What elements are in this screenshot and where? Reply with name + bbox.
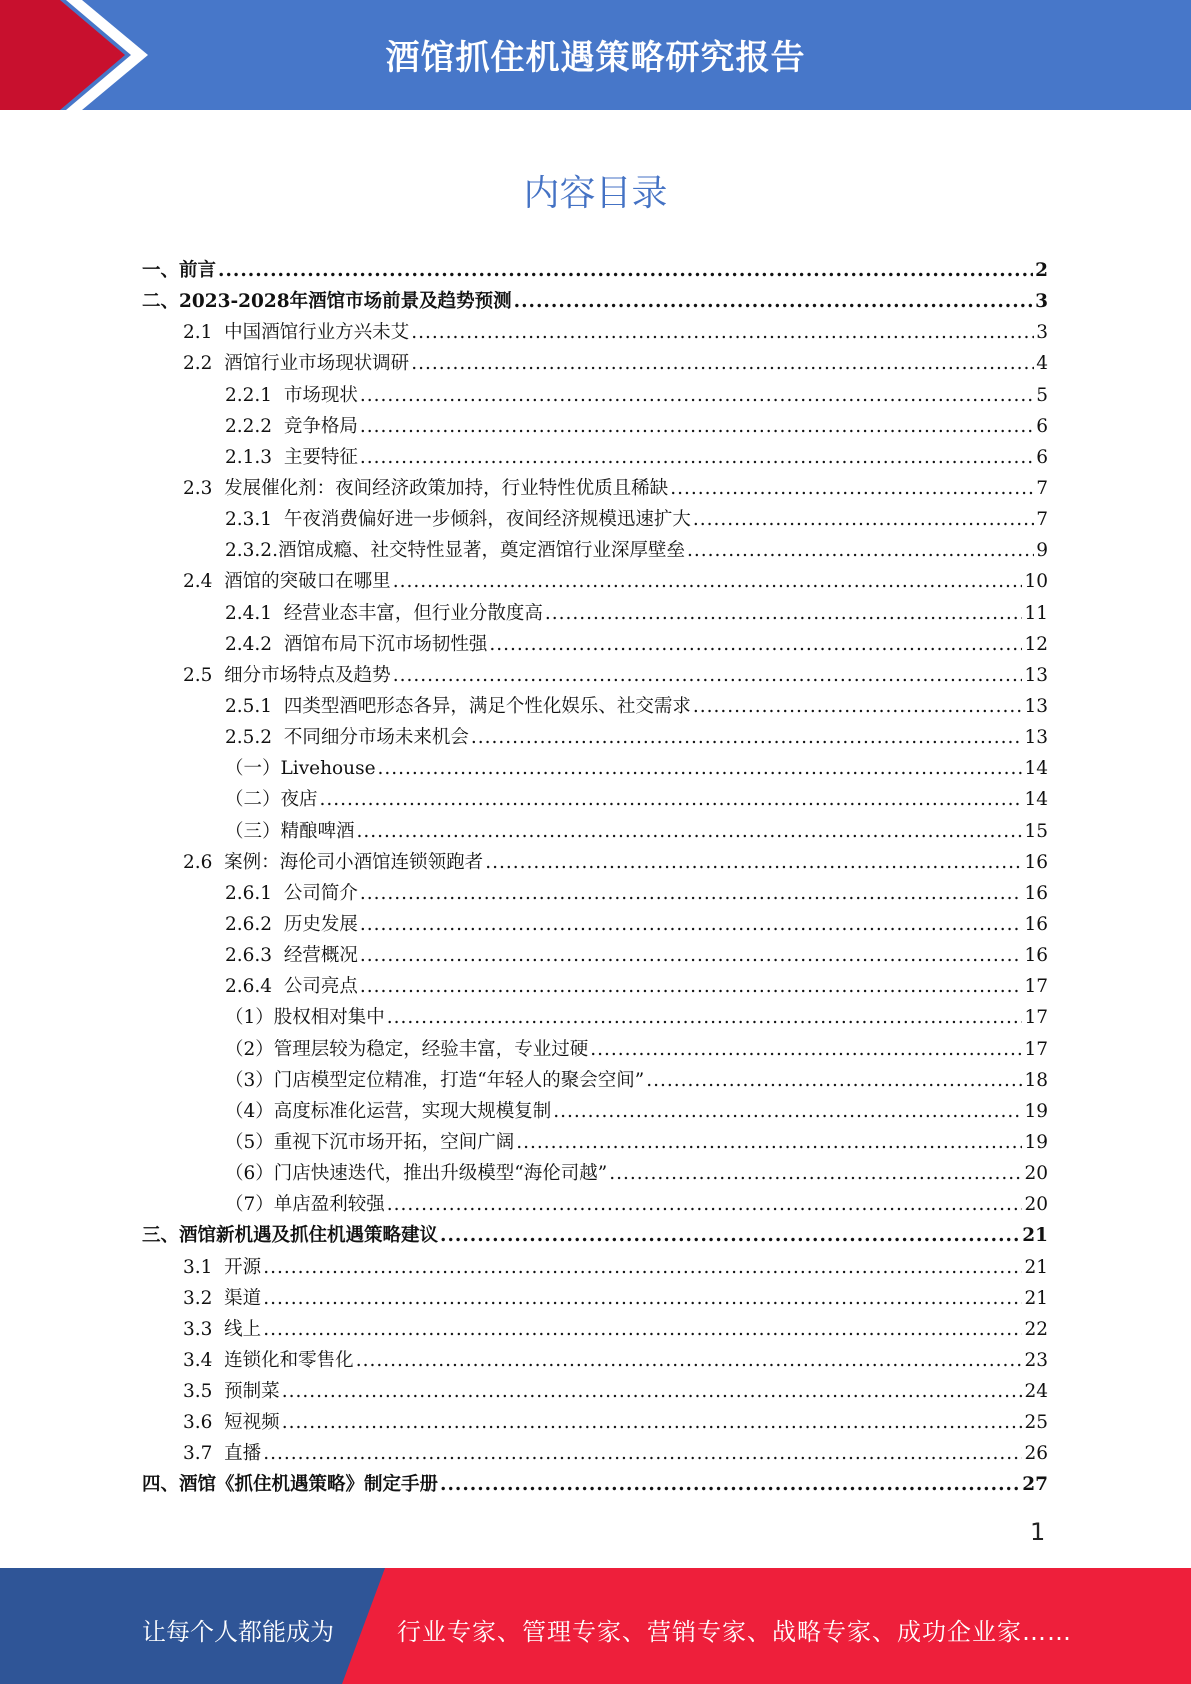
toc-entry[interactable] [142,1469,1048,1500]
toc-dot-leader [393,660,1023,691]
toc-dot-leader [263,1283,1022,1314]
toc-entry[interactable] [142,504,1048,535]
toc-dot-leader [516,1127,1022,1158]
toc-entry-page: 12 [1024,633,1048,655]
toc-dot-leader [590,1034,1022,1065]
toc-dot-leader [263,1438,1022,1469]
toc-entry-page: 27 [1022,1474,1048,1496]
toc-entry-page: 14 [1024,758,1048,780]
toc-dot-leader [440,1469,1020,1500]
toc-entry-page: 21 [1024,1287,1048,1309]
toc-entry-page: 19 [1024,1100,1048,1122]
toc-entry-page: 16 [1024,851,1048,873]
toc-entry-text: 四、酒馆《抓住机遇策略》制定手册 [142,1474,439,1496]
toc-dot-leader [545,598,1023,629]
toc-entry[interactable] [142,317,1048,348]
toc-entry-page: 11 [1024,602,1048,624]
toc-entry-text: 2.2.1 市场现状 [225,384,358,406]
toc-entry-text: 2.1.3 主要特征 [225,446,358,468]
toc-entry-text: 2.6.4 公司亮点 [225,976,358,998]
toc-entry-text: 2.2 酒馆行业市场现状调研 [183,353,410,375]
toc-dot-leader [440,1220,1020,1251]
toc-entry[interactable] [142,1158,1048,1189]
toc-dot-leader [485,847,1022,878]
toc-entry-text: 3.2 渠道 [183,1287,262,1309]
toc-entry-text: 2.1 中国酒馆行业方兴未艾 [183,322,410,344]
toc-entry-text: 3.3 线上 [183,1318,262,1340]
toc-entry-page: 21 [1024,1256,1048,1278]
toc-dot-leader [693,691,1023,722]
toc-entry-page: 21 [1022,1225,1048,1247]
toc-dot-leader [360,909,1023,940]
toc-entry[interactable] [142,380,1048,411]
toc-entry-text: 2.4.2 酒馆布局下沉市场韧性强 [225,633,488,655]
toc-entry-page: 16 [1024,882,1048,904]
footer-banner [0,1568,1191,1684]
toc-entry[interactable] [142,473,1048,504]
toc-entry[interactable] [142,1065,1048,1096]
toc-dot-leader [263,1252,1022,1283]
toc-dot-leader [282,1407,1023,1438]
toc-entry-text: 2.3.2.酒馆成瘾、社交特性显著，奠定酒馆行业深厚壁垒 [225,540,685,562]
toc-dot-leader [357,816,1023,847]
toc-entry-page: 17 [1024,976,1048,998]
toc-entry[interactable] [142,660,1048,691]
toc-dot-leader [411,348,1034,379]
toc-entry-text: 3.5 预制菜 [183,1381,280,1403]
toc-entry-text: （1）股权相对集中 [225,1007,385,1029]
toc-entry-text: 2.3 发展催化剂：夜间经济政策加持，行业特性优质且稀缺 [183,477,669,499]
toc-entry[interactable] [142,535,1048,566]
toc-entry-text: 三、酒馆新机遇及抓住机遇策略建议 [142,1225,439,1247]
report-title: 酒馆抓住机遇策略研究报告 [385,38,806,78]
toc-entry-text: 2.6.1 公司简介 [225,882,358,904]
toc-entry[interactable] [142,286,1048,317]
toc-entry[interactable] [142,566,1048,597]
toc-entry-text: 2.5.1 四类型酒吧形态各异，满足个性化娱乐、社交需求 [225,695,691,717]
toc-entry[interactable] [142,940,1048,971]
toc-entry-text: （4）高度标准化运营，实现大规模复制 [225,1100,552,1122]
toc-entry[interactable] [142,629,1048,660]
toc-entry-text: 2.6.2 历史发展 [225,913,358,935]
toc-entry-page: 20 [1024,1163,1048,1185]
toc-entry-text: 3.4 连锁化和零售化 [183,1349,354,1371]
toc-entry[interactable] [142,847,1048,878]
toc-dot-leader [553,1096,1022,1127]
toc-heading: 内容目录 [523,173,668,214]
toc-entry[interactable] [142,878,1048,909]
toc-entry[interactable] [142,348,1048,379]
toc-entry-page: 2 [1035,260,1048,281]
toc-entry-page: 17 [1024,1038,1048,1060]
toc-dot-leader [360,940,1023,971]
toc-entry-page: 9 [1036,540,1048,562]
toc-entry-text: （二）夜店 [225,789,318,811]
toc-entry[interactable] [142,1127,1048,1158]
toc-entry-page: 26 [1024,1443,1048,1465]
toc-entry-page: 7 [1036,509,1048,531]
toc-entry[interactable] [142,722,1048,753]
toc-entry-page: 3 [1036,322,1048,344]
toc-entry[interactable] [142,1189,1048,1220]
footer-slogan-right: 行业专家、管理专家、营销专家、战略专家、成功企业家…… [397,1618,1072,1646]
toc-entry-page: 13 [1024,727,1048,749]
toc-entry[interactable] [142,1002,1048,1033]
toc-entry[interactable] [142,1034,1048,1065]
toc-entry-page: 7 [1036,477,1048,499]
toc-entry[interactable] [142,255,1048,286]
toc-entry[interactable] [142,1252,1048,1283]
toc-entry[interactable] [142,1345,1048,1376]
toc-entry-page: 18 [1024,1069,1048,1091]
toc-entry-page: 17 [1024,1007,1048,1029]
toc-dot-leader [360,971,1023,1002]
toc-dot-leader [387,1189,1023,1220]
toc-entry-text: 2.5.2 不同细分市场未来机会 [225,727,469,749]
toc-entry-page: 6 [1036,446,1048,468]
toc-dot-leader [670,473,1034,504]
toc-entry-text: 2.5 细分市场特点及趋势 [183,664,391,686]
toc-entry[interactable] [142,1438,1048,1469]
toc-entry[interactable] [142,753,1048,784]
toc-dot-leader [356,1345,1023,1376]
toc-dot-leader [360,442,1034,473]
toc-dot-leader [693,504,1034,535]
toc-entry[interactable] [142,1376,1048,1407]
toc-entry-text: 3.7 直播 [183,1443,262,1465]
toc-entry-page: 16 [1024,913,1048,935]
toc-entry-text: （6）门店快速迭代，推出升级模型“海伦司越” [225,1163,608,1185]
toc-entry-text: 2.4.1 经营业态丰富，但行业分散度高 [225,602,543,624]
toc-entry[interactable] [142,411,1048,442]
toc-entry[interactable] [142,909,1048,940]
toc-entry-page: 3 [1035,291,1048,313]
toc-dot-leader [360,878,1023,909]
toc-entry-page: 16 [1024,945,1048,967]
toc-dot-leader [609,1158,1022,1189]
toc-entry-text: （三）精酿啤酒 [225,820,355,842]
toc-dot-leader [218,255,1033,286]
toc-dot-leader [411,317,1034,348]
toc-entry[interactable] [142,442,1048,473]
toc-dot-leader [646,1065,1022,1096]
toc-entry-page: 4 [1036,353,1048,375]
toc-entry-text: 3.6 短视频 [183,1412,280,1434]
toc-entry-text: 2.6 案例：海伦司小酒馆连锁领跑者 [183,851,484,873]
toc-dot-leader [378,753,1023,784]
toc-dot-leader [320,784,1023,815]
toc-entry[interactable] [142,971,1048,1002]
toc-dot-leader [687,535,1034,566]
toc-entry-page: 14 [1024,789,1048,811]
toc-entry-page: 25 [1024,1412,1048,1434]
toc-entry[interactable] [142,1096,1048,1127]
footer-slogan-left: 让每个人都能成为 [142,1618,334,1646]
toc-dot-leader [393,566,1023,597]
header-banner [0,0,1191,110]
toc-dot-leader [360,380,1034,411]
toc-entry-page: 19 [1024,1131,1048,1153]
page-number: 1 [1030,1518,1046,1546]
toc-entry-page: 22 [1024,1318,1048,1340]
toc-entry-text: （2）管理层较为稳定，经验丰富，专业过硬 [225,1038,589,1060]
toc-dot-leader [471,722,1023,753]
toc-entry-text: 2.3.1 午夜消费偏好进一步倾斜，夜间经济规模迅速扩大 [225,509,691,531]
toc-entry-page: 20 [1024,1194,1048,1216]
toc-dot-leader [282,1376,1023,1407]
toc-dot-leader [360,411,1034,442]
toc-entry-page: 13 [1024,695,1048,717]
toc-entry[interactable] [142,1314,1048,1345]
toc-entry[interactable] [142,691,1048,722]
toc-entry-text: 二、2023-2028年酒馆市场前景及趋势预测 [142,291,512,313]
toc-dot-leader [263,1314,1022,1345]
toc-entry[interactable] [142,816,1048,847]
toc-dot-leader [489,629,1022,660]
toc-entry-page: 13 [1024,664,1048,686]
toc-entry-text: 一、前言 [142,260,217,281]
toc-entry-text: （一）Livehouse [225,758,376,780]
toc-entry[interactable] [142,598,1048,629]
toc-dot-leader [387,1002,1023,1033]
toc-entry-text: 2.4 酒馆的突破口在哪里 [183,571,391,593]
toc-entry[interactable] [142,784,1048,815]
toc-entry-page: 5 [1036,384,1048,406]
toc-entry-page: 23 [1024,1349,1048,1371]
toc-entry[interactable] [142,1407,1048,1438]
toc-entry-page: 10 [1024,571,1048,593]
table-of-contents [142,255,1048,1501]
toc-entry-text: （7）单店盈利较强 [225,1194,385,1216]
toc-dot-leader [514,286,1033,317]
toc-entry-page: 6 [1036,415,1048,437]
toc-entry-text: （3）门店模型定位精准，打造“年轻人的聚会空间” [225,1069,645,1091]
toc-entry[interactable] [142,1283,1048,1314]
toc-entry-page: 24 [1024,1381,1048,1403]
toc-entry-text: 2.2.2 竞争格局 [225,415,358,437]
toc-entry-text: 2.6.3 经营概况 [225,945,358,967]
toc-entry-text: （5）重视下沉市场开拓，空间广阔 [225,1131,515,1153]
toc-entry-page: 15 [1024,820,1048,842]
toc-entry[interactable] [142,1220,1048,1251]
toc-entry-text: 3.1 开源 [183,1256,262,1278]
